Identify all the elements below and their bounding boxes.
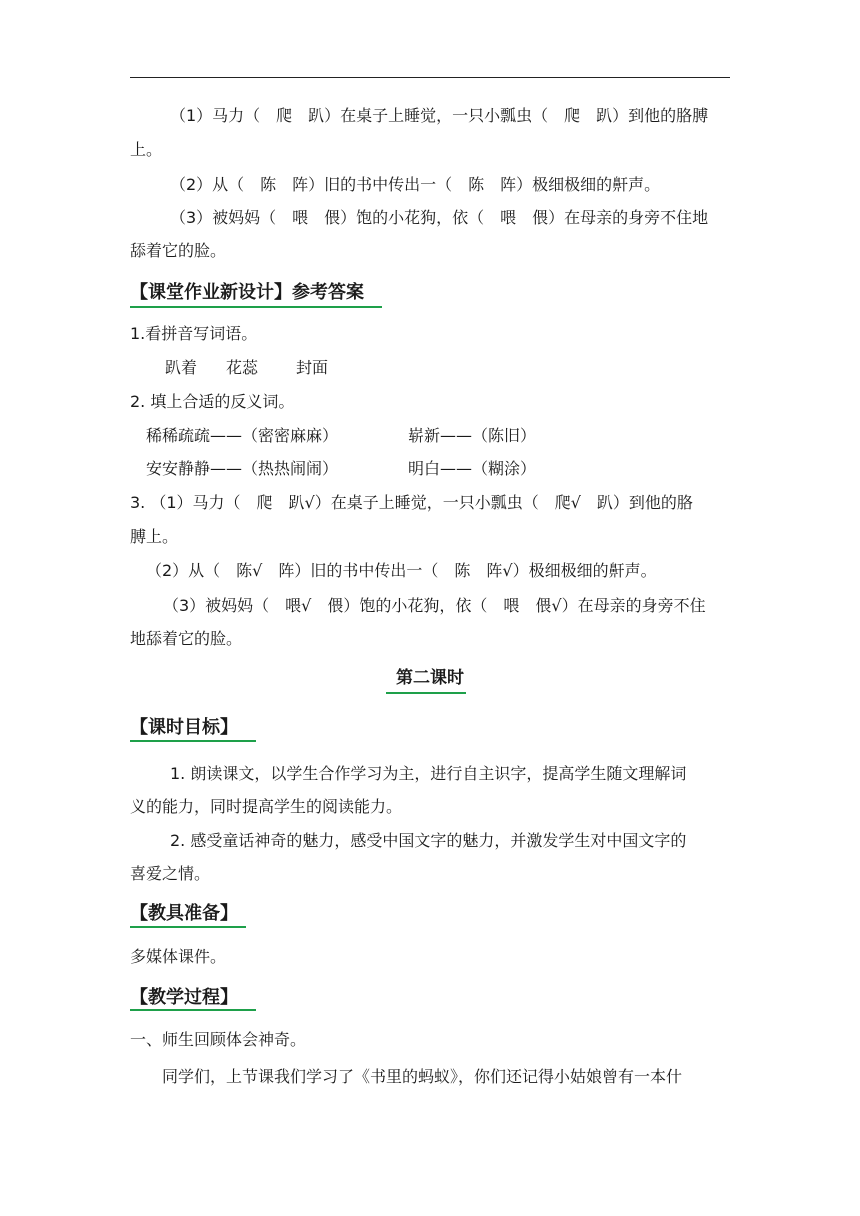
process-paragraph: 同学们，上节课我们学习了《书里的蚂蚁》，你们还记得小姑娘曾有一本什 [162,1067,683,1086]
q2-pair: 崭新——（陈旧） [408,426,537,445]
process-step: 一、师生回顾体会神奇。 [130,1030,307,1049]
tools-text: 多媒体课件。 [130,947,227,966]
q2-pair: 稀稀疏疏——（密密麻麻） [146,426,339,445]
q2-title: 2. 填上合适的反义词。 [130,392,295,411]
q3-line: 3. （1）马力（ 爬 趴√）在桌子上睡觉，一只小瓢虫（ 爬√ 趴）到他的胳 [130,493,693,512]
process-heading: 【教学过程】 [130,987,238,1008]
exercise-line: 上。 [130,140,163,159]
objective-line: 1. 朗读课文，以学生合作学习为主，进行自主识字，提高学生随文理解词 [170,764,687,783]
q2-pair: 明白——（糊涂） [408,459,537,478]
q1-title: 1.看拼音写词语。 [130,324,258,343]
objective-line: 义的能力，同时提高学生的阅读能力。 [130,797,403,816]
objectives-heading: 【课时目标】 [130,717,238,738]
heading-underline [130,1009,256,1011]
title-underline [386,692,466,694]
answers-heading: 【课堂作业新设计】参考答案 [130,282,364,303]
objective-line: 喜爱之情。 [130,864,211,883]
tools-heading: 【教具准备】 [130,903,238,924]
q1-word: 花蕊 [226,358,259,377]
heading-underline [130,306,382,308]
objective-line: 2. 感受童话神奇的魅力，感受中国文字的魅力，并激发学生对中国文字的 [170,831,687,850]
heading-underline [130,926,246,928]
lesson-title: 第二课时 [396,668,464,688]
exercise-line: （1）马力（ 爬 趴）在桌子上睡觉，一只小瓢虫（ 爬 趴）到他的胳膊 [170,106,709,125]
exercise-line: 舔着它的脸。 [130,241,227,260]
q3-line: （2）从（ 陈√ 阵）旧的书中传出一（ 陈 阵√）极细极细的鼾声。 [146,561,657,580]
q2-pair: 安安静静——（热热闹闹） [146,459,339,478]
q3-line: （3）被妈妈（ 喂√ 偎）饱的小花狗，依（ 喂 偎√）在母亲的身旁不住 [163,596,706,615]
exercise-line: （2）从（ 陈 阵）旧的书中传出一（ 陈 阵）极细极细的鼾声。 [170,175,661,194]
heading-underline [130,740,256,742]
q3-line: 膊上。 [130,527,179,546]
exercise-line: （3）被妈妈（ 喂 偎）饱的小花狗，依（ 喂 偎）在母亲的身旁不住地 [170,208,709,227]
q1-word: 趴着 [165,358,198,377]
q3-line: 地舔着它的脸。 [130,629,243,648]
q1-word: 封面 [296,358,329,377]
header-rule [130,77,730,78]
